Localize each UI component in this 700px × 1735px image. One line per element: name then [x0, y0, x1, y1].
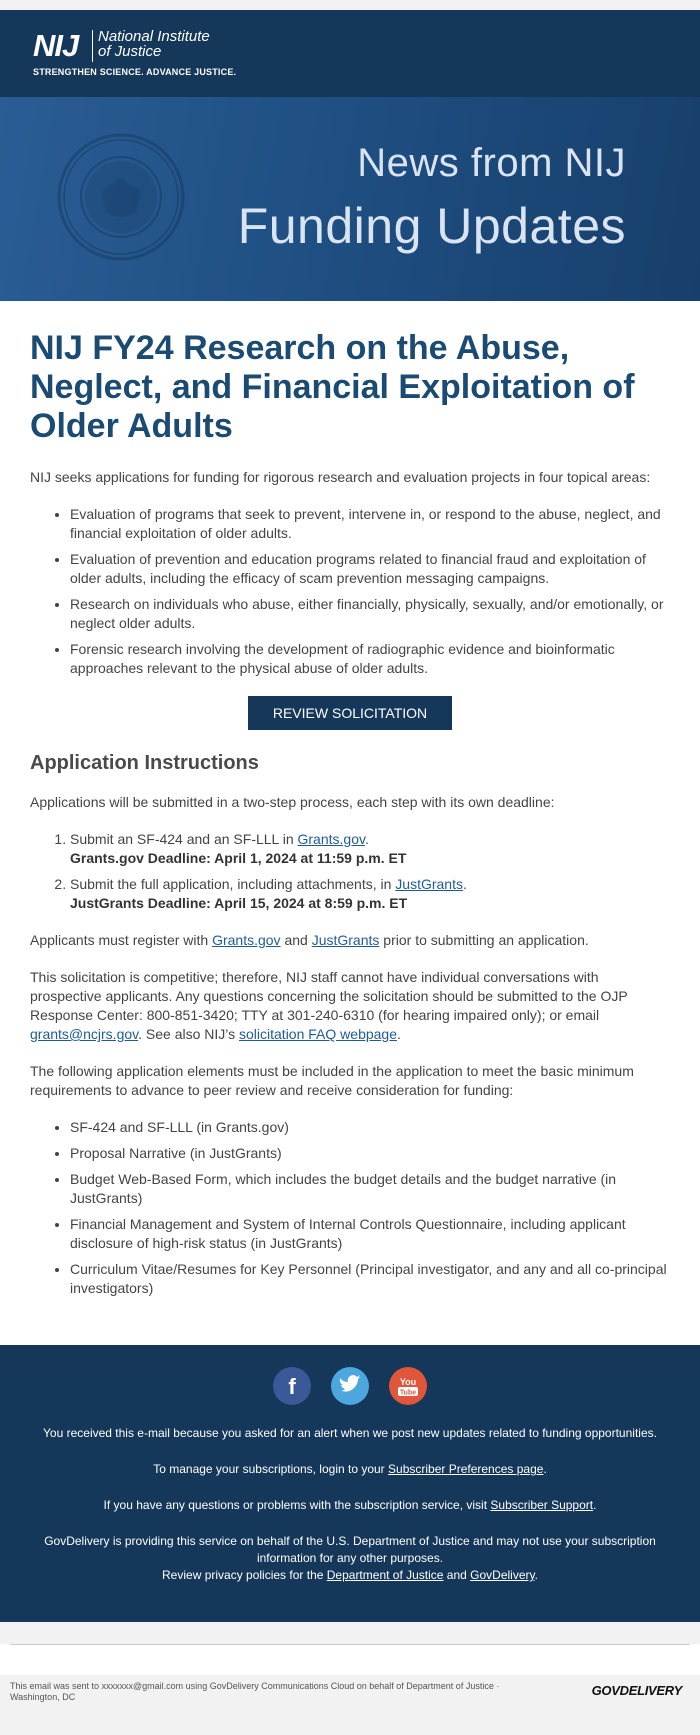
register-text: [30, 931, 670, 950]
logo-tagline: STRENGTHEN SCIENCE. ADVANCE JUSTICE.: [33, 67, 237, 77]
email-link[interactable]: grants@ncjrs.gov: [30, 1026, 139, 1042]
manage-subscriptions-text: [30, 1461, 670, 1478]
list-item: • Proposal Narrative (in JustGrants): [70, 1144, 670, 1163]
nij-logo-name[interactable]: [98, 29, 210, 59]
application-instructions-heading: Application Instructions: [30, 752, 259, 774]
email-container: [0, 10, 700, 1702]
subscriber-preferences-link[interactable]: Subscriber Preferences page: [388, 1462, 544, 1476]
manage-text-before: To manage your subscriptions, login to your: [153, 1462, 389, 1476]
step-deadline: JustGrants Deadline: April 15, 2024 at 8:59 p.m. ET: [70, 895, 408, 911]
list-item: • SF-424 and SF-LLL (in Grants.gov): [70, 1118, 670, 1137]
bottom-bar: [10, 1644, 690, 1702]
elements-list: [30, 1118, 670, 1298]
faq-link[interactable]: solicitation FAQ webpage: [239, 1026, 397, 1042]
support-text-after: .: [593, 1498, 597, 1512]
banner: [0, 97, 700, 301]
facebook-icon[interactable]: [273, 1367, 311, 1405]
youtube-icon[interactable]: [389, 1367, 427, 1405]
logo-name-line1: National Institute: [98, 28, 210, 45]
support-text: [30, 1497, 670, 1514]
list-item: • Budget Web-Based Form, which includes the budget details and the budget narrative (in JustGrants): [70, 1170, 670, 1208]
step-text: Submit the full application, including attachments, in: [70, 876, 396, 892]
topics-list: [30, 505, 670, 678]
manage-text-after: .: [543, 1462, 547, 1476]
social-links: [30, 1367, 670, 1405]
page-title: NIJ FY24 Research on the Abuse, Neglect, and Financial Exploitation of Older Adults: [30, 329, 635, 445]
logo-divider: [92, 30, 93, 62]
footer: [0, 1345, 700, 1622]
competitive-text-middle: . See also NIJ’s: [138, 1026, 240, 1042]
elements-intro-text: The following application elements must be included in the application to meet the basic minimum requirements to advance to peer review and receive consideration for funding:: [30, 1063, 634, 1098]
youtube-glyph-bottom: Tube: [400, 1389, 417, 1397]
app-intro-text: Applications will be submitted in a two-step process, each step with its own deadline:: [30, 794, 555, 810]
competitive-text-before: This solicitation is competitive; therefore, NIJ staff cannot have individual conversations with prospective applicants. Any questions concerning the solicitation should be submitted to the OJP Response Center: 800-851-3420; TTY at 301-240-6310 (for hearing impaired only); or email: [30, 969, 628, 1023]
nij-logo-mark[interactable]: NIJ: [33, 28, 79, 63]
govdelivery-logo[interactable]: GOVDELIVERY: [591, 1683, 682, 1698]
step-deadline: Grants.gov Deadline: April 1, 2024 at 11:59 p.m. ET: [70, 850, 407, 866]
govdelivery-privacy-link[interactable]: GovDelivery: [470, 1568, 535, 1582]
competitive-text: [30, 968, 670, 1044]
header-bar: [0, 10, 700, 97]
intro-text: NIJ seeks applications for funding for rigorous research and evaluation projects in four topical areas:: [30, 469, 651, 485]
sent-to-note: This email was sent to xxxxxxx@gmail.com using GovDelivery Communications Cloud on behalf of Department of Justice · Washington, DC: [10, 1681, 500, 1702]
list-item: • Forensic research involving the development of radiographic evidence and bioinformatic approaches relevant to the physical abuse of older adults.: [70, 640, 670, 678]
list-item: • Financial Management and System of Internal Controls Questionnaire, including applicant disclosure of high-risk status (in JustGrants): [70, 1215, 670, 1253]
govdelivery-notice-text: GovDelivery is providing this service on behalf of the U.S. Department of Justice and may not use your subscription information for any other purposes.: [44, 1534, 656, 1565]
list-item: • Curriculum Vitae/Resumes for Key Personnel (Principal investigator, and any and all co-principal investigators): [70, 1260, 670, 1298]
step-text: Submit an SF-424 and an SF-LLL in: [70, 831, 298, 847]
step-text-end: .: [463, 876, 467, 892]
doj-seal-icon: [56, 132, 186, 262]
list-item: • Evaluation of prevention and education programs related to financial fraud and exploitation of older adults, including the efficacy of scam prevention messaging campaigns.: [70, 550, 670, 588]
competitive-text-after: .: [397, 1026, 401, 1042]
step-item: [70, 830, 670, 868]
register-grants-gov-link[interactable]: Grants.gov: [212, 932, 281, 948]
support-text-before: If you have any questions or problems with the subscription service, visit: [103, 1498, 491, 1512]
subscriber-support-link[interactable]: Subscriber Support: [490, 1498, 594, 1512]
cta-wrapper: [30, 696, 670, 730]
register-text-before: Applicants must register with: [30, 932, 213, 948]
list-item: • Evaluation of programs that seek to prevent, intervene in, or respond to the abuse, neglect, and financial exploitation of older adults.: [70, 505, 670, 543]
review-solicitation-button[interactable]: REVIEW SOLICITATION: [248, 696, 452, 730]
twitter-icon[interactable]: [331, 1367, 369, 1405]
grants-gov-link[interactable]: Grants.gov: [297, 831, 365, 847]
logo-name-line2: of Justice: [98, 43, 162, 60]
facebook-glyph: f: [287, 1374, 296, 1399]
step-text-end: .: [364, 831, 369, 847]
justgrants-link[interactable]: JustGrants: [395, 876, 463, 892]
doj-privacy-link[interactable]: Department of Justice: [326, 1568, 444, 1582]
list-item: • Research on individuals who abuse, either financially, physically, sexually, and/or emotionally, or neglect older adults.: [70, 595, 670, 633]
privacy-text-before: Review privacy policies for the: [162, 1568, 327, 1582]
footer-notice: You received this e-mail because you asked for an alert when we post new updates related to funding opportunities.: [43, 1426, 657, 1440]
bottom-gap: [0, 1622, 700, 1644]
banner-line1: News from NIJ: [357, 141, 626, 185]
register-text-middle: and: [280, 932, 312, 948]
register-text-after: prior to submitting an application.: [379, 932, 589, 948]
privacy-text-middle: and: [443, 1568, 471, 1582]
govdelivery-notice: [30, 1533, 670, 1584]
main-content: [0, 301, 700, 1345]
steps-list: [30, 830, 670, 913]
banner-line2: Funding Updates: [237, 198, 626, 254]
youtube-glyph-top: You: [400, 1377, 417, 1387]
privacy-text-after: .: [534, 1568, 538, 1582]
step-item: [70, 875, 670, 913]
register-justgrants-link[interactable]: JustGrants: [311, 932, 380, 948]
